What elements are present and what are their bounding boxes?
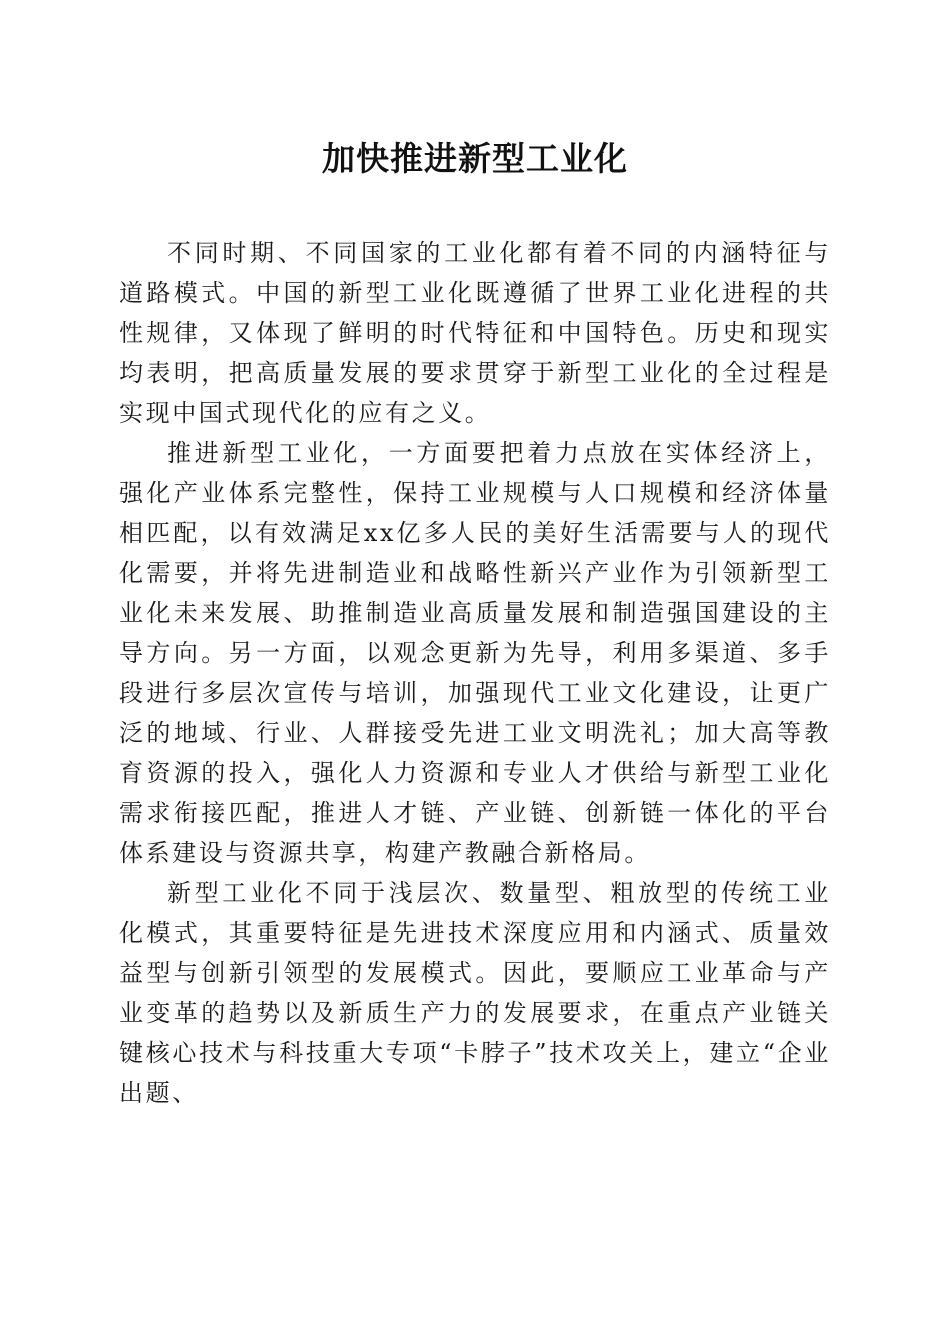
paragraph: 推进新型工业化，一方面要把着力点放在实体经济上，强化产业体系完整性，保持工业规模与人口规模和经济体量相匹配，以有效满足xx亿多人民的美好生活需要与人的现代化需要，并将先进制造业和战略性新兴产业作为引领新型工业化未来发展、助推制造业高质量发展和制造强国建设的主导方向。另一方面，以观念更新为先导，利用多渠道、多手段进行多层次宣传与培训，加强现代工业文化建设，让更广泛的地域、行业、人群接受先进工业文明洗礼；加大高等教育资源的投入，强化人力资源和专业人才供给与新型工业化需求衔接匹配，推进人才链、产业链、创新链一体化的平台体系建设与资源共享，构建产教融合新格局。	[119, 439, 831, 867]
document-body	[119, 233, 831, 1113]
document-title: 加快推进新型工业化	[322, 139, 628, 178]
paragraph: 不同时期、不同国家的工业化都有着不同的内涵特征与道路模式。中国的新型工业化既遵循了世界工业化进程的共性规律，又体现了鲜明的时代特征和中国特色。历史和现实均表明，把高质量发展的要求贯穿于新型工业化的全过程是实现中国式现代化的应有之义。	[119, 239, 831, 427]
paragraph: 新型工业化不同于浅层次、数量型、粗放型的传统工业化模式，其重要特征是先进技术深度应用和内涵式、质量效益型与创新引领型的发展模式。因此，要顺应工业革命与产业变革的趋势以及新质生产力的发展要求，在重点产业链关键核心技术与科技重大专项“卡脖子”技术攻关上，建立“企业出题、	[119, 879, 831, 1107]
